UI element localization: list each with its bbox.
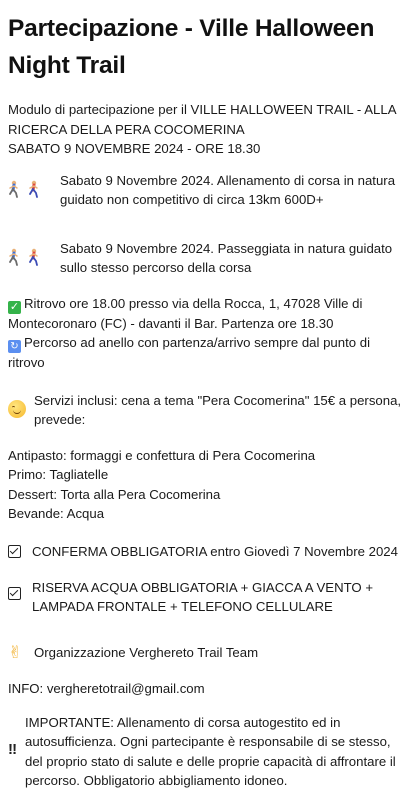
event-run xyxy=(8,171,404,210)
intro-description: Modulo di partecipazione per il VILLE HALLOWEEN TRAIL - ALLA RICERCA DELLA PERA COCOMERINA xyxy=(8,102,396,137)
info-contact: INFO: vergheretotrail@gmail.com xyxy=(8,681,205,696)
services-row xyxy=(8,391,404,430)
menu-item: Bevande: Acqua xyxy=(8,506,105,521)
event-walk xyxy=(8,239,404,278)
important-row xyxy=(8,713,404,791)
important-text: IMPORTANTE: Allenamento di corsa autogestito ed in autosufficienza. Ogni partecipante è responsabile di se stesso, del proprio stato di salute e delle proprie capacità di affrontare il percorso. Obbligatorio abbigliamento idoneo. xyxy=(25,714,396,788)
intro-section xyxy=(8,100,404,159)
percorso-text: Percorso ad anello con partenza/arrivo sempre dal punto di ritrovo xyxy=(8,335,371,370)
double-exclamation-icon: ‼ xyxy=(8,740,16,758)
checkbox-icon xyxy=(8,578,32,605)
services-text: Servizi inclusi: cena a tema "Pera Cocomerina" 15€ a persona, prevede: xyxy=(34,392,402,427)
menu-item: Dessert: Torta alla Pera Cocomerina xyxy=(8,486,221,502)
page-title: Partecipazione - Ville Halloween Night Trail xyxy=(8,15,375,79)
requirement-gear-text: RISERVA ACQUA OBBLIGATORIA + GIACCA A VENTO + LAMPADA FRONTALE + TELEFONO CELLULARE xyxy=(32,579,374,614)
runners-icon xyxy=(8,239,60,271)
loop-icon: ↻ xyxy=(8,340,21,353)
event-walk-text: Sabato 9 Novembre 2024. Passeggiata in natura guidato sullo stesso percorso della corsa xyxy=(60,240,393,275)
organizer-row xyxy=(8,643,404,663)
menu-item: Antipasto: formaggi e confettura di Pera Cocomerina xyxy=(8,447,316,463)
runners-icon xyxy=(8,171,60,203)
menu-list xyxy=(8,446,404,524)
check-mark-icon: ✓ xyxy=(9,300,20,313)
meeting-section xyxy=(8,294,404,373)
checkbox-icon xyxy=(8,542,32,563)
requirement-confirm-text: CONFERMA OBBLIGATORIA entro Giovedì 7 Novembre 2024 xyxy=(32,543,398,559)
event-run-text: Sabato 9 Novembre 2024. Allenamento di corsa in natura guidato non competitivo di circa 13km 600D+ xyxy=(60,172,396,207)
victory-hand-icon: ✌ xyxy=(8,642,23,662)
menu-item: Primo: Tagliatelle xyxy=(8,467,109,482)
requirement-confirm xyxy=(8,542,404,563)
smile-icon xyxy=(8,391,34,423)
ritrovo-text: Ritrovo ore 18.00 presso via della Rocca, 1, 47028 Ville di Montecoronaro (FC) - davanti il Bar. Partenza ore 18.30 xyxy=(8,295,363,331)
requirement-gear xyxy=(8,578,404,617)
intro-date: SABATO 9 NOVEMBRE 2024 - ORE 18.30 xyxy=(8,141,261,156)
meeting-percorso xyxy=(8,333,404,373)
organizer-text: Organizzazione Verghereto Trail Team xyxy=(34,644,259,660)
meeting-ritrovo xyxy=(8,294,404,334)
